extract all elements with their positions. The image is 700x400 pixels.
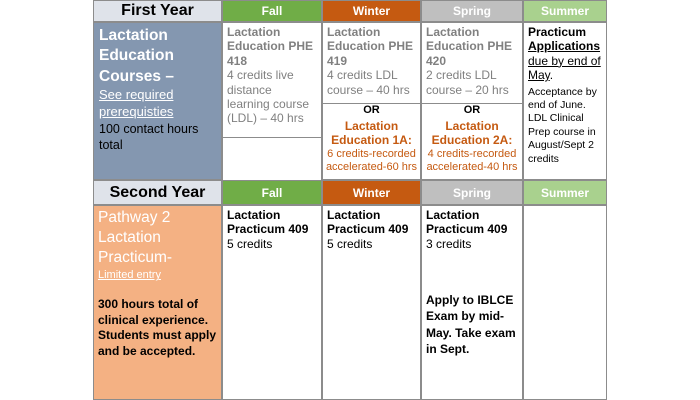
phe418-title: Lactation Education PHE 418 [227, 25, 314, 68]
fall-course-divider [223, 137, 321, 138]
first-year-fall-header: Fall [222, 0, 322, 22]
practicum-acceptance-note: Acceptance by end of June. LDL Clinical Prep course in August/Sept 2 credits [528, 85, 597, 165]
practicum-title: Practicum [528, 25, 587, 39]
practicum-409-spring-credits: 3 credits [426, 236, 472, 251]
practicum-due-period: . [549, 68, 554, 83]
lactation-ed-2a-title: Lactation Education 2A: [431, 119, 513, 148]
phe418-desc: 4 credits live distance learning course (LDL) – 40 hrs [227, 68, 310, 126]
lactation-ed-1a-desc: 6 credits-recorded accelerated-60 hrs [325, 147, 418, 173]
practicum-409-winter-credits: 5 credits [327, 236, 373, 251]
spring-or-label: OR [463, 104, 481, 116]
practicum-409-fall-title: Lactation Practicum 409 [227, 208, 309, 237]
second-year-fall-header: Fall [222, 180, 322, 205]
lactation-ed-1a-title: Lactation Education 1A: [331, 119, 412, 148]
first-year-summer-cell [523, 22, 607, 180]
practicum-409-fall-credits: 5 credits [227, 236, 273, 251]
first-year-header [93, 0, 222, 22]
practicum-409-winter-title: Lactation Practicum 409 [327, 208, 409, 237]
pathway2-title: Pathway 2 Lactation Practicum- [98, 209, 173, 267]
first-year-winter-cell [322, 22, 421, 180]
pathway2-cell [93, 205, 222, 400]
second-year-summer-header: Summer [523, 180, 607, 205]
contact-hours-text: 100 contact hours total [99, 122, 199, 153]
second-year-fall-cell [222, 205, 322, 400]
second-year-summer-cell [523, 205, 607, 400]
second-year-spring-cell [421, 205, 523, 400]
second-year-header [93, 180, 222, 205]
practicum-409-spring-title: Lactation Practicum 409 [426, 208, 508, 237]
first-year-spring-cell [421, 22, 523, 180]
first-year-fall-cell [222, 22, 322, 180]
limited-entry-link[interactable]: Limited entry [98, 269, 161, 282]
phe419-desc: 4 credits LDL course – 40 hrs [327, 68, 410, 97]
second-year-winter-cell [322, 205, 421, 400]
practicum-applications-link[interactable]: Applications [528, 39, 601, 54]
first-year-spring-header: Spring [421, 0, 523, 22]
second-year-label: Second Year [109, 183, 206, 201]
second-year-spring-header: Spring [421, 180, 523, 205]
phe420-desc: 2 credits LDL course – 20 hrs [426, 68, 509, 97]
phe420-title: Lactation Education PHE 420 [426, 25, 513, 68]
practicum-due-date: due by end of May [528, 53, 601, 83]
first-year-label: First Year [121, 2, 194, 19]
pathway2-note: 300 hours total of clinical experience. Students must apply and be accepted. [98, 296, 217, 359]
first-year-courses-cell [93, 22, 222, 180]
phe419-title: Lactation Education PHE 419 [327, 25, 414, 68]
first-year-summer-header: Summer [523, 0, 607, 22]
iblce-exam-note: Apply to IBLCE Exam by mid-May. Take exam in Sept. [426, 293, 516, 356]
first-year-courses-title: Lactation Education Courses – [99, 27, 174, 85]
prerequisites-link[interactable]: See required prerequisties [99, 87, 174, 120]
lactation-ed-2a-desc: 4 credits-recorded accelerated-40 hrs [426, 147, 518, 173]
first-year-winter-header: Winter [322, 0, 421, 22]
second-year-winter-header: Winter [322, 180, 421, 205]
winter-or-label: OR [363, 104, 380, 116]
